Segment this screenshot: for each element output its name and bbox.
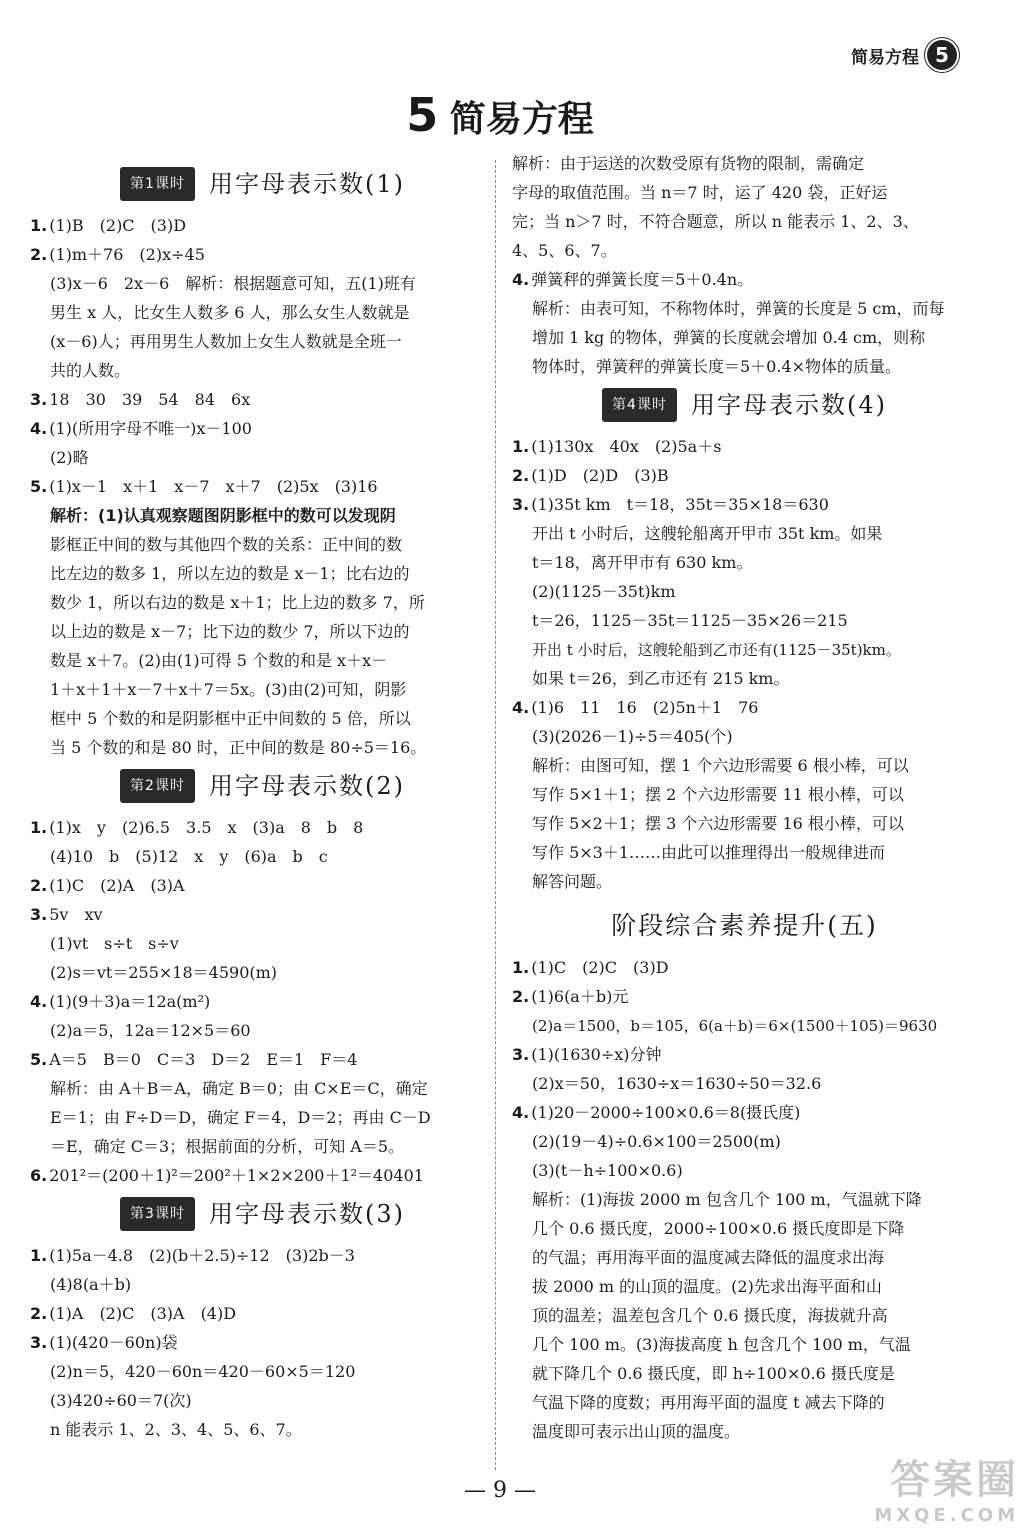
answer-line: 4. (1)(9＋3)a＝12a(m²) <box>30 992 211 1011</box>
chapter-title <box>0 88 1000 142</box>
answer-line: 4. (1)6 11 16 (2)5n＋1 76 <box>512 698 759 717</box>
lesson-4-heading <box>512 383 977 427</box>
answer-line: 4. (1)20－2000÷100×0.6＝8(摄氏度) <box>512 1103 801 1122</box>
answer-line: 如果 t＝26，到乙市还有 215 km。 <box>532 669 790 688</box>
explanation-line: 完；当 n＞7 时，不符合题意，所以 n 能表示 1、2、3、 <box>512 212 919 231</box>
explanation-line: 数少 1，所以右边的数是 x＋1；比上边的数多 7，所 <box>50 593 425 612</box>
answer-line: 共的人数。 <box>50 361 131 380</box>
stage-review-heading <box>512 904 977 948</box>
lesson-title: 用字母表示数(1) <box>208 170 405 198</box>
explanation-line: 比左边的数多 1，所以左边的数是 x－1；比右边的 <box>50 564 410 583</box>
answer-line: 2. (1)6(a＋b)元 <box>512 987 629 1006</box>
answer-line: (3)x－6 2x－6 解析：根据题意可知，五(1)班有 <box>50 274 416 293</box>
answer-line: (2)(19－4)÷0.6×100＝2500(m) <box>532 1132 781 1151</box>
answer-line: (2)x＝50，1630÷x＝1630÷50＝32.6 <box>532 1074 822 1093</box>
answer-line: (2)a＝5，12a＝12×5＝60 <box>50 1021 251 1040</box>
explanation-line: ＝E，确定 C＝3；根据前面的分析，可知 A＝5。 <box>50 1137 405 1156</box>
answer-line: (2)(1125－35t)km <box>532 582 676 601</box>
page-number: — 9 — <box>464 1478 536 1503</box>
explanation-line: 影框正中间的数与其他四个数的关系：正中间的数 <box>50 535 403 554</box>
answer-line: 1. (1)x y (2)6.5 3.5 x (3)a 8 b 8 <box>30 818 364 837</box>
lesson-badge: 第1课时 <box>120 167 195 201</box>
lesson-1-heading <box>30 162 495 206</box>
answer-line: 6. 201²＝(200＋1)²＝200²＋1×2×200＋1²＝40401 <box>30 1166 424 1185</box>
answer-line: 2. (1)m＋76 (2)x÷45 <box>30 245 205 264</box>
answer-line: 1. (1)5a－4.8 (2)(b＋2.5)÷12 (3)2b－3 <box>30 1246 355 1265</box>
explanation-line: 以上边的数是 x－7；比下边的数少 7，所以下边的 <box>50 622 410 641</box>
answer-line: 男生 x 人，比女生人数多 6 人，那么女生人数就是 <box>50 303 410 322</box>
explanation-line: 解析：由于运送的次数受原有货物的限制，需确定 <box>512 154 865 173</box>
watermark-logo <box>874 1448 1019 1526</box>
explanation-line: 数是 x＋7。(2)由(1)可得 5 个数的和是 x＋x－ <box>50 651 388 670</box>
chapter-name: 简易方程 <box>449 99 594 140</box>
answer-line: 4. 弹簧秤的弹簧长度＝5＋0.4n。 <box>512 270 754 289</box>
explanation-line: 字母的取值范围。当 n＝7 时，运了 420 袋，正好运 <box>512 183 888 202</box>
answer-line: 5. (1)x－1 x＋1 x－7 x＋7 (2)5x (3)16 <box>30 477 378 496</box>
lesson-3-heading <box>30 1192 495 1236</box>
answer-line: 5. A＝5 B＝0 C＝3 D＝2 E＝1 F＝4 <box>30 1050 358 1069</box>
answer-line: 3. (1)(1630÷x)分钟 <box>512 1045 662 1064</box>
chapter-number-badge: 5 <box>927 40 957 70</box>
lesson-2-heading <box>30 764 495 808</box>
lesson-badge: 第4课时 <box>602 388 677 422</box>
answer-line: (1)vt s÷t s÷v <box>50 934 179 953</box>
explanation-line: 物体时，弹簧秤的弹簧长度＝5＋0.4×物体的质量。 <box>532 357 902 376</box>
answer-line: 3. 18 30 39 54 84 6x <box>30 390 251 409</box>
explanation-line: 解析：由 A＋B＝A，确定 B＝0；由 C×E＝C，确定 <box>50 1079 428 1098</box>
answer-line: (3)(2026－1)÷5＝405(个) <box>532 727 733 746</box>
answer-line: 1. (1)C (2)C (3)D <box>512 958 669 977</box>
explanation-line: 顶的温差；温差包含几个 0.6 摄氏度，海拔就升高 <box>532 1306 888 1325</box>
answer-line: 开出 t 小时后，这艘轮船到乙市还有(1125－35t)km。 <box>532 641 901 659</box>
answer-line: (2)s＝vt＝255×18＝4590(m) <box>50 963 278 982</box>
explanation-line: 解析：(1)认真观察题图阴影框中的数可以发现阴 <box>50 506 396 525</box>
explanation-line: 的气温；再用海平面的温度减去降低的温度求出海 <box>532 1248 885 1267</box>
explanation-line: 框中 5 个数的和是阴影框中正中间数的 5 倍，所以 <box>50 709 411 728</box>
explanation-line: 增加 1 kg 的物体，弹簧的长度就会增加 0.4 cm，则称 <box>532 328 926 347</box>
explanation-line: E＝1；由 F÷D＝D，确定 F＝4，D＝2；再由 C－D <box>50 1108 431 1127</box>
answer-line: n 能表示 1、2、3、4、5、6、7。 <box>50 1420 302 1439</box>
answer-line: (4)8(a＋b) <box>50 1275 132 1294</box>
right-column <box>512 154 977 1447</box>
watermark-text: 答案圈 <box>890 1457 1019 1503</box>
watermark-url: MXQE.COM <box>874 1505 1019 1526</box>
lesson-title: 用字母表示数(2) <box>208 772 405 800</box>
column-divider <box>495 160 496 1470</box>
answer-line: 1. (1)B (2)C (3)D <box>30 216 187 235</box>
answer-line: 开出 t 小时后，这艘轮船离开甲市 35t km。如果 <box>532 524 883 543</box>
answer-line: (3)420÷60＝7(次) <box>50 1391 192 1410</box>
answer-line: 2. (1)A (2)C (3)A (4)D <box>30 1304 237 1323</box>
answer-line: 2. (1)C (2)A (3)A <box>30 876 185 895</box>
explanation-line: 4、5、6、7。 <box>512 241 617 260</box>
stage-review-title: 阶段综合素养提升(五) <box>611 911 878 940</box>
lesson-badge: 第3课时 <box>120 1197 195 1231</box>
answer-line: (2)n＝5，420－60n＝420－60×5＝120 <box>50 1362 356 1381</box>
lesson-badge: 第2课时 <box>120 769 195 803</box>
answer-line: 4. (1)(所用字母不唯一)x－100 <box>30 419 252 438</box>
explanation-line: 1＋x＋1＋x－7＋x＋7＝5x。(3)由(2)可知，阴影 <box>50 680 407 699</box>
explanation-line: 解答问题。 <box>532 872 613 891</box>
answer-line: 1. (1)130x 40x (2)5a＋s <box>512 437 722 456</box>
chapter-number: 5 <box>406 88 439 142</box>
answer-line: (x－6)人；再用男生人数加上女生人数就是全班一 <box>50 332 402 351</box>
lesson-title: 用字母表示数(4) <box>690 391 887 419</box>
explanation-line: 就下降几个 0.6 摄氏度，即 h÷100×0.6 摄氏度是 <box>532 1364 895 1383</box>
answer-line: t＝26，1125－35t＝1125－35×26＝215 <box>532 611 848 630</box>
explanation-line: 解析：由图可知，摆 1 个六边形需要 6 根小棒，可以 <box>532 756 909 775</box>
explanation-line: 写作 5×2＋1；摆 3 个六边形需要 16 根小棒，可以 <box>532 814 904 833</box>
lesson-title: 用字母表示数(3) <box>208 1200 405 1228</box>
explanation-line: 几个 0.6 摄氏度，2000÷100×0.6 摄氏度即是下降 <box>532 1219 905 1238</box>
explanation-line: 解析：(1)海拔 2000 m 包含几个 100 m，气温就下降 <box>532 1190 922 1209</box>
explanation-line: 温度即可表示出山顶的温度。 <box>532 1422 741 1441</box>
answer-line: 3. 5v xv <box>30 905 103 924</box>
explanation-line: 当 5 个数的和是 80 时，正中间的数是 80÷5＝16。 <box>50 738 427 757</box>
explanation-line: 解析：由表可知，不称物体时，弹簧的长度是 5 cm，而每 <box>532 299 945 318</box>
explanation-line: 写作 5×1＋1；摆 2 个六边形需要 11 根小棒，可以 <box>532 785 904 804</box>
answer-line: 3. (1)35t km t＝18，35t＝35×18＝630 <box>512 495 829 514</box>
answer-line: t＝18，离开甲市有 630 km。 <box>532 553 753 572</box>
left-column <box>30 160 495 1445</box>
explanation-line: 拔 2000 m 的山顶的温度。(2)先求出海平面和山 <box>532 1277 882 1296</box>
explanation-line: 几个 100 m。(3)海拔高度 h 包含几个 100 m，气温 <box>532 1335 911 1354</box>
answer-line: 2. (1)D (2)D (3)B <box>512 466 669 485</box>
answer-line: (2)略 <box>50 448 89 467</box>
explanation-line: 写作 5×3＋1……由此可以推理得出一般规律进而 <box>532 843 886 862</box>
answer-line: (3)(t－h÷100×0.6) <box>532 1161 683 1180</box>
answer-line: 3. (1)(420－60n)袋 <box>30 1333 178 1352</box>
answer-line: (4)10 b (5)12 x y (6)a b c <box>50 847 328 866</box>
explanation-line: 气温下降的度数；再用海平面的温度 t 减去下降的 <box>532 1393 885 1412</box>
header-label: 简易方程 <box>851 47 919 68</box>
chapter-header-tag <box>851 40 957 70</box>
answer-line: (2)a＝1500，b＝105，6(a＋b)＝6×(1500＋105)＝9630 <box>532 1017 938 1035</box>
